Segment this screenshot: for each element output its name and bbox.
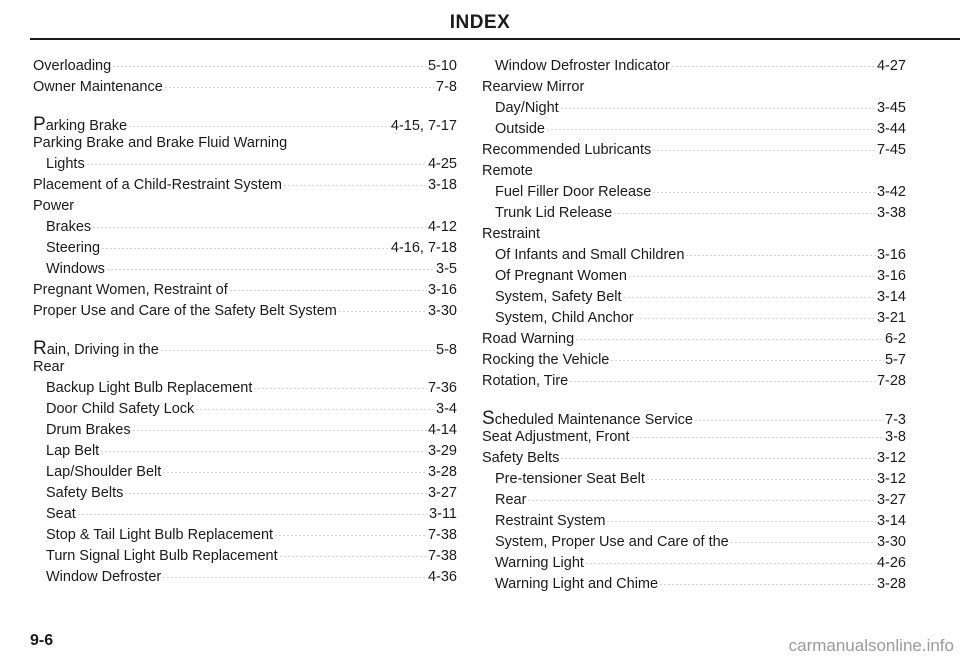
page-title: INDEX <box>449 12 511 33</box>
dot-leader <box>613 213 876 214</box>
index-entry[interactable] <box>33 338 457 359</box>
index-entry[interactable] <box>33 79 457 100</box>
index-entry-label: Restraint System <box>495 513 606 529</box>
dot-leader <box>685 255 876 256</box>
index-entry-label: Road Warning <box>482 331 575 347</box>
dot-leader <box>164 87 435 88</box>
index-entry-page[interactable]: 7-38 <box>427 527 457 543</box>
dot-leader <box>575 339 884 340</box>
index-entry[interactable] <box>33 401 457 422</box>
index-entry-label: Windows <box>46 261 105 277</box>
index-entry-page[interactable]: 7-28 <box>876 373 906 389</box>
index-entry-page[interactable]: 3-12 <box>876 450 906 466</box>
index-entry-label: Door Child Safety Lock <box>46 401 195 417</box>
index-entry-label: Of Pregnant Women <box>495 268 627 284</box>
index-entry-page[interactable]: 3-45 <box>876 100 906 116</box>
index-entry-page[interactable]: 4-16, 7-18 <box>390 240 457 256</box>
index-entry[interactable] <box>33 114 457 135</box>
dot-leader <box>124 493 427 494</box>
index-entry[interactable] <box>33 485 457 506</box>
index-entry-page[interactable]: 4-26 <box>876 555 906 571</box>
index-entry-label: Placement of a Child-Restraint System <box>33 177 283 193</box>
index-heading <box>33 359 457 380</box>
dot-leader <box>279 556 427 557</box>
index-entry-page[interactable]: 3-27 <box>876 492 906 508</box>
index-entry[interactable] <box>33 464 457 485</box>
dot-leader <box>162 472 427 473</box>
dot-leader <box>694 420 884 421</box>
index-heading <box>482 163 906 184</box>
index-entry[interactable] <box>33 240 457 261</box>
dot-leader <box>610 360 884 361</box>
index-entry-page[interactable]: 5-7 <box>885 352 906 368</box>
index-entry-label: Turn Signal Light Bulb Replacement <box>46 548 278 564</box>
dot-leader <box>132 430 427 431</box>
index-entry-label: Warning Light <box>495 555 584 571</box>
index-entry-label: Day/Night <box>495 100 559 116</box>
title-divider <box>30 38 960 40</box>
dot-leader <box>560 108 876 109</box>
dot-leader <box>101 248 390 249</box>
index-entry[interactable] <box>482 268 906 289</box>
index-entry[interactable] <box>482 492 906 513</box>
index-entry-label: Rocking the Vehicle <box>482 352 610 368</box>
index-heading <box>33 198 457 219</box>
index-entry-page[interactable]: 7-45 <box>876 142 906 158</box>
index-entry-label: Fuel Filler Door Release <box>495 184 652 200</box>
index-entry-label: Outside <box>495 121 545 137</box>
index-entry-page[interactable]: 4-12 <box>427 219 457 235</box>
dot-leader <box>229 290 427 291</box>
index-entry[interactable] <box>482 142 906 163</box>
index-entry[interactable] <box>33 380 457 401</box>
dot-leader <box>128 126 390 127</box>
index-entry[interactable] <box>33 506 457 527</box>
index-entry[interactable] <box>33 282 457 303</box>
index-entry-page[interactable]: 3-14 <box>876 513 906 529</box>
index-entry-label: Lap Belt <box>46 443 100 459</box>
index-entry-page[interactable]: 3-4 <box>436 401 457 417</box>
section-gap <box>33 100 457 114</box>
index-entry[interactable] <box>33 443 457 464</box>
index-entry-label: Rear <box>495 492 527 508</box>
index-entry[interactable] <box>33 548 457 569</box>
dot-leader <box>106 269 435 270</box>
index-entry-label: Overloading <box>33 58 112 74</box>
dot-leader <box>100 451 427 452</box>
index-entry-page[interactable]: 4-27 <box>876 58 906 74</box>
dot-leader <box>569 381 876 382</box>
index-entry-page[interactable]: 7-36 <box>427 380 457 396</box>
index-entry[interactable] <box>33 156 457 177</box>
index-entry[interactable] <box>482 352 906 373</box>
dot-leader <box>546 129 876 130</box>
index-entry[interactable] <box>482 534 906 555</box>
index-entry[interactable] <box>33 177 457 198</box>
index-entry-label: Rain, Driving in the <box>33 338 159 359</box>
index-entry-page[interactable]: 3-28 <box>427 464 457 480</box>
dot-leader <box>623 297 876 298</box>
index-entry-label: Lap/Shoulder Belt <box>46 464 162 480</box>
index-entry[interactable] <box>33 527 457 548</box>
index-entry[interactable] <box>33 569 457 590</box>
index-entry[interactable] <box>482 513 906 534</box>
dot-leader <box>606 521 876 522</box>
index-entry-page[interactable]: 3-11 <box>429 506 457 522</box>
index-entry-label: Proper Use and Care of the Safety Belt System <box>33 303 337 319</box>
index-heading <box>482 226 906 247</box>
index-entry-label: Owner Maintenance <box>33 79 163 95</box>
index-entry[interactable] <box>482 58 906 79</box>
index-entry-label: Window Defroster <box>46 569 162 585</box>
index-entry-page[interactable]: 5-10 <box>427 58 457 74</box>
dot-leader <box>631 437 885 438</box>
index-entry[interactable] <box>482 205 906 226</box>
index-entry-page[interactable]: 3-16 <box>427 282 457 298</box>
index-entry-page[interactable]: 4-25 <box>427 156 457 172</box>
dot-leader <box>652 192 876 193</box>
index-entry-page[interactable]: 3-18 <box>427 177 457 193</box>
index-entry-label: Drum Brakes <box>46 422 131 438</box>
index-entry-label: Seat Adjustment, Front <box>482 429 630 445</box>
page-number: 9-6 <box>30 632 54 649</box>
index-entry[interactable] <box>33 261 457 282</box>
dot-leader <box>628 276 876 277</box>
dot-leader <box>112 66 427 67</box>
index-entry-label: Restraint <box>482 226 541 242</box>
index-entry[interactable] <box>482 373 906 394</box>
index-entry-page[interactable]: 3-42 <box>876 184 906 200</box>
index-entry[interactable] <box>482 408 906 429</box>
index-entry-label: Rotation, Tire <box>482 373 569 389</box>
index-entry-page[interactable]: 3-30 <box>876 534 906 550</box>
index-entry-page[interactable]: 3-16 <box>876 247 906 263</box>
dot-leader <box>560 458 876 459</box>
dot-leader <box>635 318 876 319</box>
index-entry-page[interactable]: 3-30 <box>427 303 457 319</box>
dot-leader <box>527 500 876 501</box>
index-entry-label: Power <box>33 198 75 214</box>
index-entry[interactable] <box>482 100 906 121</box>
index-entry-page[interactable]: 3-44 <box>876 121 906 137</box>
index-entry-page[interactable]: 3-29 <box>427 443 457 459</box>
index-entry-page[interactable]: 3-8 <box>885 429 906 445</box>
index-entry-label: Remote <box>482 163 533 179</box>
index-entry-label: Lights <box>46 156 85 172</box>
dot-leader <box>253 388 427 389</box>
index-entry-label: Pre-tensioner Seat Belt <box>495 471 645 487</box>
dot-leader <box>646 479 876 480</box>
index-entry-label: Rearview Mirror <box>482 79 585 95</box>
index-entry-label: Seat <box>46 506 76 522</box>
index-entry-label: Safety Belts <box>46 485 124 501</box>
index-entry[interactable] <box>482 576 906 597</box>
index-entry-label: Parking Brake and Brake Fluid Warning <box>33 135 288 151</box>
index-entry-page[interactable]: 3-12 <box>876 471 906 487</box>
dot-leader <box>730 542 876 543</box>
dot-leader <box>283 185 427 186</box>
index-entry-label: System, Safety Belt <box>495 289 622 305</box>
index-entry-page[interactable]: 4-14 <box>427 422 457 438</box>
index-entry-page[interactable]: 3-5 <box>436 261 457 277</box>
index-entry-label: Warning Light and Chime <box>495 576 659 592</box>
index-entry[interactable] <box>33 58 457 79</box>
index-entry-page[interactable]: 3-38 <box>876 205 906 221</box>
dot-leader <box>659 584 876 585</box>
index-entry[interactable] <box>482 184 906 205</box>
index-entry-label: Parking Brake <box>33 114 128 135</box>
index-entry-page[interactable]: 3-27 <box>427 485 457 501</box>
index-entry[interactable] <box>33 219 457 240</box>
dot-leader <box>195 409 435 410</box>
dot-leader <box>92 227 427 228</box>
index-entry-label: Of Infants and Small Children <box>495 247 685 263</box>
index-entry[interactable] <box>482 331 906 352</box>
index-entry-label: Rear <box>33 359 65 375</box>
index-entry-page[interactable]: 5-8 <box>436 342 457 358</box>
dot-leader <box>160 350 435 351</box>
dot-leader <box>162 577 427 578</box>
index-entry-page[interactable]: 4-36 <box>427 569 457 585</box>
index-entry-label: System, Proper Use and Care of the <box>495 534 729 550</box>
index-column-left <box>33 58 457 590</box>
index-heading <box>33 135 457 156</box>
section-gap <box>33 324 457 338</box>
dot-leader <box>274 535 427 536</box>
index-entry-label: Brakes <box>46 219 92 235</box>
index-entry[interactable] <box>482 121 906 142</box>
index-entry[interactable] <box>482 471 906 492</box>
index-entry-page[interactable]: 3-28 <box>876 576 906 592</box>
index-entry[interactable] <box>482 429 906 450</box>
dot-leader <box>671 66 876 67</box>
index-entry-page[interactable]: 6-2 <box>885 331 906 347</box>
index-entry-label: Safety Belts <box>482 450 560 466</box>
index-entry-page[interactable]: 3-21 <box>876 310 906 326</box>
index-column-right <box>482 58 906 597</box>
index-entry-label: Backup Light Bulb Replacement <box>46 380 253 396</box>
index-entry-label: Scheduled Maintenance Service <box>482 408 693 429</box>
watermark: carmanualsonline.info <box>788 636 954 655</box>
index-entry[interactable] <box>482 555 906 576</box>
index-entry-page[interactable]: 7-3 <box>885 412 906 428</box>
dot-leader <box>585 563 876 564</box>
dot-leader <box>338 311 427 312</box>
index-entry-page[interactable]: 3-16 <box>876 268 906 284</box>
index-entry-page[interactable]: 7-8 <box>436 79 457 95</box>
index-heading <box>482 79 906 100</box>
index-entry-label: Pregnant Women, Restraint of <box>33 282 228 298</box>
index-entry-page[interactable]: 3-14 <box>876 289 906 305</box>
index-entry[interactable] <box>33 303 457 324</box>
index-entry[interactable] <box>33 422 457 443</box>
dot-leader <box>86 164 427 165</box>
index-entry[interactable] <box>482 289 906 310</box>
index-entry-label: Window Defroster Indicator <box>495 58 670 74</box>
dot-leader <box>77 514 428 515</box>
index-entry-page[interactable]: 7-38 <box>427 548 457 564</box>
index-entry-label: System, Child Anchor <box>495 310 634 326</box>
index-entry-label: Recommended Lubricants <box>482 142 652 158</box>
index-entry[interactable] <box>482 247 906 268</box>
index-entry-label: Trunk Lid Release <box>495 205 613 221</box>
section-gap <box>482 394 906 408</box>
dot-leader <box>652 150 876 151</box>
index-entry-label: Steering <box>46 240 101 256</box>
index-entry-label: Stop & Tail Light Bulb Replacement <box>46 527 274 543</box>
index-entry[interactable] <box>482 310 906 331</box>
index-entry[interactable] <box>482 450 906 471</box>
index-entry-page[interactable]: 4-15, 7-17 <box>390 118 457 134</box>
